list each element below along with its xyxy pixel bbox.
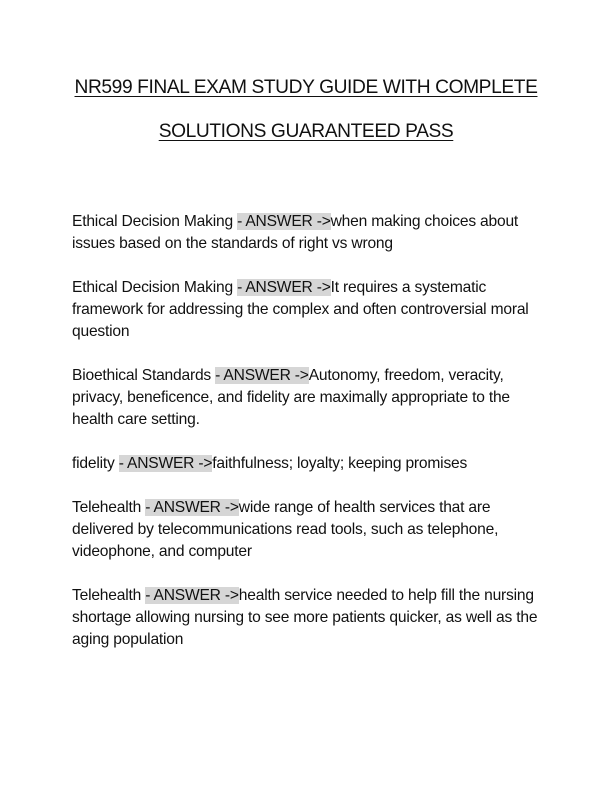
qa-entry bbox=[72, 585, 552, 651]
answer-marker: - ANSWER -> bbox=[237, 213, 331, 230]
answer-marker: - ANSWER -> bbox=[118, 455, 213, 472]
entry-term: Telehealth bbox=[72, 587, 146, 604]
entry-term: Ethical Decision Making bbox=[72, 279, 238, 296]
answer-marker: - ANSWER -> bbox=[145, 587, 239, 604]
entry-answer: It requires a systematic framework for addressing the complex and often controversial moral question bbox=[72, 279, 529, 340]
answer-marker: - ANSWER -> bbox=[145, 499, 239, 516]
qa-entry bbox=[72, 211, 552, 255]
entry-term: Bioethical Standards bbox=[72, 367, 216, 384]
entry-term: Ethical Decision Making bbox=[72, 213, 238, 230]
entry-answer: wide range of health services that are delivered by telecommunications read tools, such as telephone, videophone, and computer bbox=[72, 499, 499, 560]
entry-answer: Autonomy, freedom, veracity, privacy, beneficence, and fidelity are maximally appropriate to the health care setting. bbox=[72, 367, 510, 428]
entry-answer: when making choices about issues based on the standards of right vs wrong bbox=[72, 213, 519, 252]
document-title-line-2: SOLUTIONS GUARANTEED PASS bbox=[158, 121, 454, 142]
answer-marker: - ANSWER -> bbox=[215, 367, 309, 384]
entry-term: Telehealth bbox=[72, 499, 146, 516]
entry-answer: health service needed to help fill the nursing shortage allowing nursing to see more patients quicker, as well as the aging population bbox=[72, 587, 538, 648]
entry-term: fidelity bbox=[72, 455, 119, 472]
qa-entry bbox=[72, 497, 552, 563]
qa-entry bbox=[72, 365, 552, 431]
qa-entry bbox=[72, 453, 552, 475]
document-title-line-1: NR599 FINAL EXAM STUDY GUIDE WITH COMPLETE bbox=[74, 77, 538, 98]
answer-marker: - ANSWER -> bbox=[237, 279, 331, 296]
qa-entry bbox=[72, 277, 552, 343]
entry-answer: faithfulness; loyalty; keeping promises bbox=[212, 455, 468, 472]
qa-entry-list bbox=[72, 211, 552, 673]
